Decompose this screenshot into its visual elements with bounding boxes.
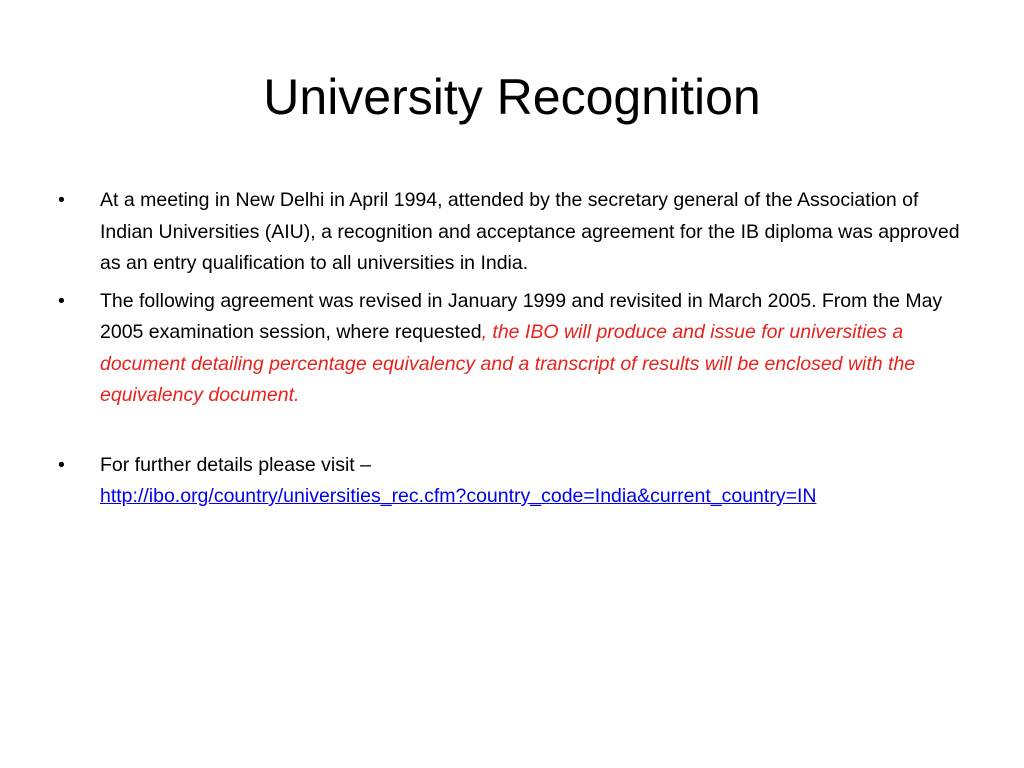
bullet-item-agreement-revision — [58, 286, 968, 412]
bullet-icon: • — [58, 189, 65, 211]
slide-title: University Recognition — [263, 69, 761, 125]
bullet-emphasis-text: , the IBO will produce and issue for universities a document detailing percentage equivalency and a transcript of results will be enclosed with the equivalency document. — [100, 321, 916, 406]
ibo-recognition-link[interactable]: http://ibo.org/country/universities_rec.cfm?country_code=India&current_country=IN — [100, 485, 817, 507]
bullet-text: At a meeting in New Delhi in April 1994, attended by the secretary general of the Association of Indian Universities (AIU), a recognition and acceptance agreement for the IB diploma was approved as an entry qualification to all universities in India. — [100, 189, 960, 274]
bullet-text: The following agreement was revised in January 1999 and revisited in March 2005. From the May 2005 examination session, where requested — [100, 289, 943, 343]
bullet-list — [58, 185, 968, 513]
bullet-icon: • — [58, 289, 65, 312]
bullet-text: For further details please visit – — [100, 453, 371, 476]
bullet-icon: • — [58, 453, 65, 476]
bullet-item-further-details — [58, 450, 968, 513]
bullet-item-aiu-agreement — [58, 185, 968, 280]
